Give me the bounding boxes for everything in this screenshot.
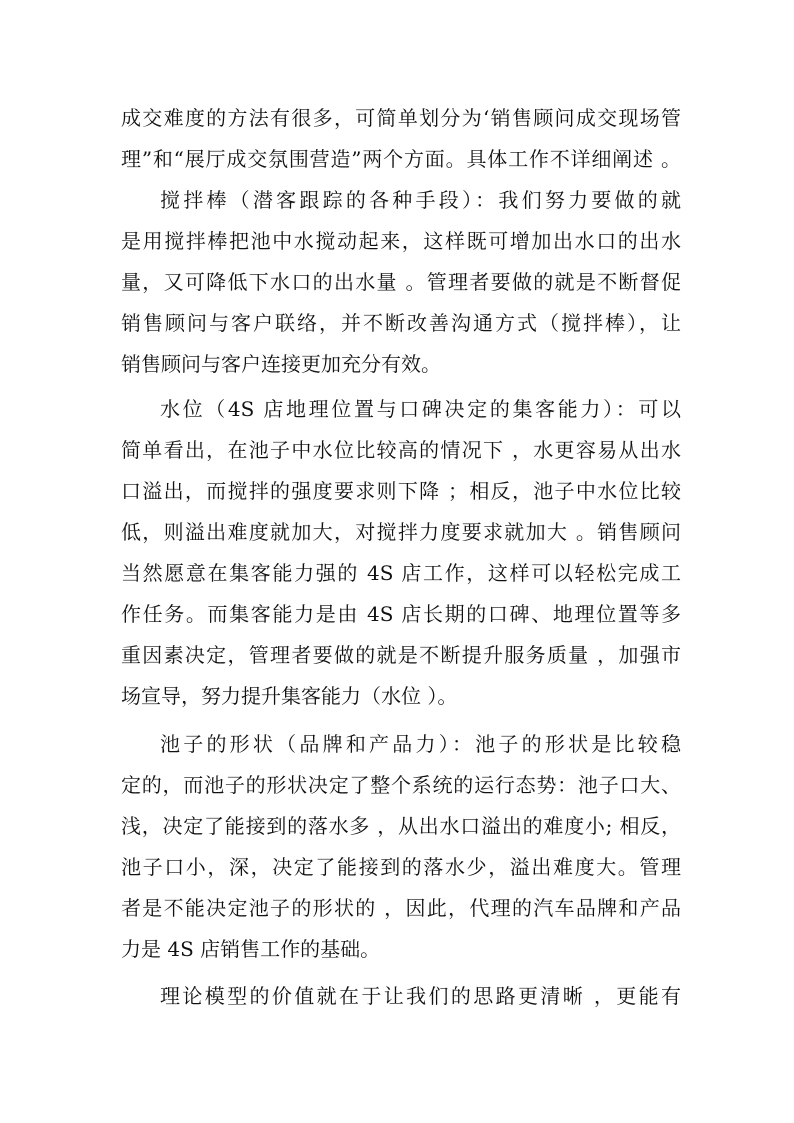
paragraph-first-line: 理论模型的价值就在于让我们的思路更清晰 ，更能有 — [160, 984, 681, 1008]
text-line: 理”和“展厅成交氛围营造”两个方面。具体工作不详细阐述 。 — [121, 147, 681, 171]
text-line: 定的，而池子的形状决定了整个系统的运行态势：池子口大、 — [121, 773, 681, 797]
text-line: 池子口小，深，决定了能接到的落水少，溢出难度大。管理 — [121, 855, 681, 879]
text-line: 低，则溢出难度就加大，对搅拌力度要求就加大 。销售顾问 — [121, 520, 681, 544]
paragraph-last-line: 销售顾问与客户连接更加充分有效。 — [121, 352, 441, 376]
text-line: 浅，决定了能接到的落水多 ，从出水口溢出的难度小; 相反， — [121, 814, 681, 838]
text-line: 作任务。而集客能力是由 4S 店长期的口碑、地理位置等多 — [121, 602, 681, 626]
text-line: 重因素决定，管理者要做的就是不断提升服务质量 ，加强市 — [121, 643, 681, 667]
text-line: 销售顾问与客户联络，并不断改善沟通方式（搅拌棒），让 — [121, 311, 681, 335]
paragraph-first-line: 池子的形状（品牌和产品力）：池子的形状是比较稳 — [160, 732, 681, 756]
text-line: 是用搅拌棒把池中水搅动起来，这样既可增加出水口的出水 — [121, 229, 681, 253]
paragraph-first-line: 水位（4S 店地理位置与口碑决定的集客能力）：可以 — [160, 397, 681, 421]
text-line: 成交难度的方法有很多，可简单划分为‘销售顾问成交现场管 — [121, 106, 681, 130]
text-line: 者是不能决定池子的形状的 ，因此，代理的汽车品牌和产品 — [121, 896, 681, 920]
text-line: 量，又可降低下水口的出水量 。管理者要做的就是不断督促 — [121, 270, 681, 294]
paragraph-last-line: 场宣导，努力提升集客能力（水位 ）。 — [121, 684, 458, 708]
paragraph-first-line: 搅拌棒（潜客跟踪的各种手段）：我们努力要做的就 — [160, 188, 681, 212]
text-line: 当然愿意在集客能力强的 4S 店工作，这样可以轻松完成工 — [121, 561, 681, 585]
text-line: 简单看出，在池子中水位比较高的情况下 ，水更容易从出水 — [121, 438, 681, 462]
paragraph-last-line: 力是 4S 店销售工作的基础。 — [121, 937, 381, 961]
text-line: 口溢出，而搅拌的强度要求则下降 ；相反，池子中水位比较 — [121, 479, 681, 503]
